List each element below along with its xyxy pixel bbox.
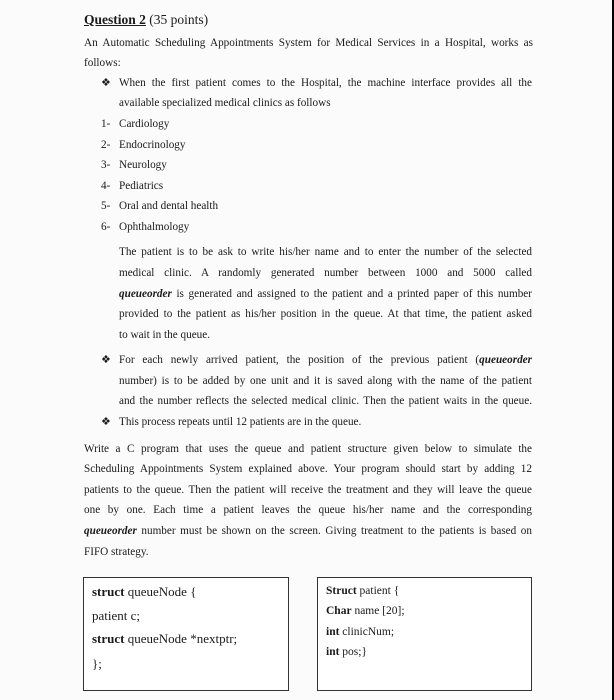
bullet2-line-3: and the number reflects the selected medical clinic. Then the patient waits in the queue. — [119, 395, 532, 407]
clinic-name: Ophthalmology — [119, 221, 190, 233]
clinic-name: Neurology — [119, 159, 167, 171]
list-item — [101, 158, 167, 172]
diamond-bullet-icon: ❖ — [101, 77, 111, 89]
diamond-bullet-icon: ❖ — [101, 354, 111, 366]
list-item — [101, 220, 190, 234]
keyword: Struct — [326, 585, 357, 597]
bullet2-line-1 — [119, 353, 532, 367]
clinic-name: Endocrinology — [119, 139, 186, 151]
list-item — [101, 199, 219, 213]
bullet1-line-1: When the first patient comes to the Hospital, the machine interface provides all the — [119, 77, 532, 89]
bullet1-line-2: available specialized medical clinics as follows — [119, 97, 331, 109]
para2-line-3: patients to the queue. Then the patient will receive the treatment and they will leave the queue — [84, 484, 532, 496]
code-text: patient { — [356, 585, 400, 597]
keyword: int — [326, 626, 340, 638]
code-line — [326, 584, 399, 598]
question-label: Question 2 — [84, 12, 146, 27]
para1-line-3-rest: is generated and assigned to the patient and a printed paper of this number — [171, 288, 532, 300]
para1-line-5: to wait in the queue. — [119, 329, 211, 341]
bullet3-line: This process repeats until 12 patients are in the queue. — [119, 416, 362, 428]
keyword: struct — [92, 631, 125, 646]
clinic-number: 4- — [101, 180, 111, 192]
para2-line-2: Scheduling Appointments System explained above. Your program should start by adding 12 — [84, 463, 532, 475]
code-line — [92, 631, 237, 647]
para2-line-1: Write a C program that uses the queue and patient structure given below to simulate the — [84, 443, 532, 455]
clinic-number: 5- — [101, 200, 111, 212]
clinic-name: Oral and dental health — [119, 200, 219, 212]
code-text: pos;} — [339, 646, 367, 658]
para2-line-5-rest: number must be shown on the screen. Giving treatment to the patients is based on — [136, 525, 532, 537]
bullet2-line-1-text: For each newly arrived patient, the position of the previous patient ( — [119, 354, 480, 366]
code-line — [326, 625, 394, 639]
queue-node-struct-box — [83, 577, 289, 691]
code-line: patient c; — [92, 608, 141, 623]
bullet2-line-2: number) is to be added by one unit and it is saved along with the name of the patient — [119, 375, 532, 387]
para1-line-2: medical clinic. A randomly generated number between 1000 and 5000 called — [119, 267, 532, 279]
queueorder-term: queueorder — [119, 288, 172, 300]
keyword: int — [326, 646, 340, 658]
clinic-number: 6- — [101, 221, 111, 233]
code-text: queueNode { — [124, 584, 197, 599]
para2-line-6: FIFO strategy. — [84, 546, 149, 558]
list-item — [101, 179, 164, 193]
clinic-number: 1- — [101, 118, 111, 130]
list-item — [101, 117, 170, 131]
para1-line-3 — [119, 287, 532, 301]
intro-line-1: An Automatic Scheduling Appointments System for Medical Services in a Hospital, works as — [84, 37, 533, 49]
patient-struct-box — [317, 577, 532, 691]
code-text: queueNode *nextptr; — [124, 631, 238, 646]
clinic-name: Pediatrics — [119, 180, 164, 192]
list-item — [101, 138, 186, 152]
clinic-number: 2- — [101, 139, 111, 151]
code-text: clinicNum; — [339, 626, 395, 638]
question-heading — [84, 12, 208, 28]
queueorder-term: queueorder — [84, 525, 137, 537]
clinic-number: 3- — [101, 159, 111, 171]
code-text: name [20]; — [351, 605, 405, 617]
para2-line-5 — [84, 524, 532, 538]
keyword: struct — [92, 584, 125, 599]
diamond-bullet-icon: ❖ — [101, 416, 111, 428]
para1-line-4: provided to the patient as his/her position in the queue. At that time, the patient asked — [119, 308, 532, 320]
queueorder-term: queueorder — [479, 354, 532, 366]
code-line — [326, 645, 367, 659]
para1-line-1: The patient is to be ask to write his/her name and to enter the number of the selected — [119, 246, 532, 258]
code-line: }; — [92, 656, 102, 671]
keyword: Char — [326, 605, 352, 617]
clinic-name: Cardiology — [119, 118, 170, 130]
code-line — [92, 584, 196, 600]
intro-line-2: follows: — [84, 57, 121, 69]
para2-line-4: one by one. Each time a patient leaves the queue his/her name and the corresponding — [84, 504, 532, 516]
code-line — [326, 604, 405, 618]
question-points: (35 points) — [149, 12, 209, 27]
